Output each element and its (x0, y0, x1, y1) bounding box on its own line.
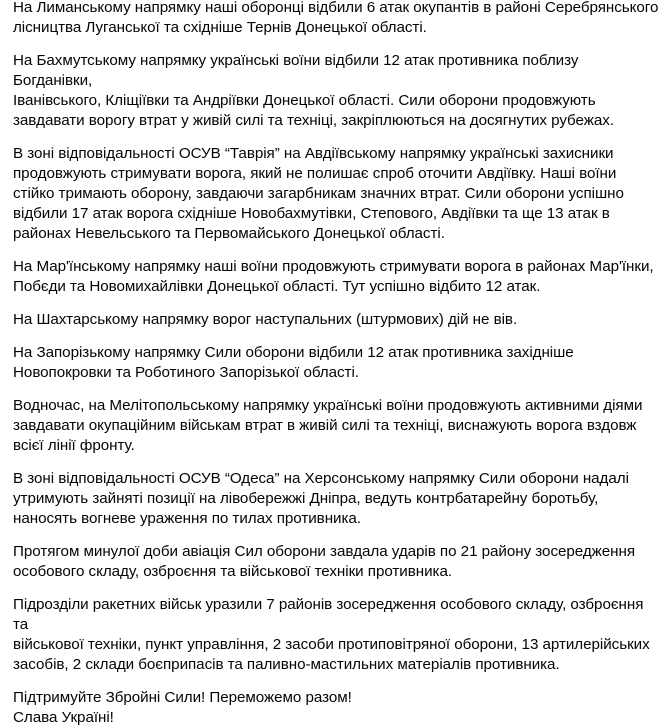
paragraph-closing: Підтримуйте Збройні Сили! Переможемо разом! Слава Україні! (13, 689, 352, 726)
paragraph-avdiivka: В зоні відповідальності ОСУВ “Таврія” на Авдіївському напрямку українські захисники продовжують стримувати ворога, який не полишає спроб оточити Авдіївку. Наші воїни стійко тримають оборону, завдаючи загарбникам значних втрат. Сили оборони успішно відбили 17 атак ворога східніше Новобахмутівки, Степового, Авдіївки та ще 13 атак в районах Невельського та Первомайського Донецької області. (13, 145, 624, 242)
paragraph-missile-troops: Підрозділи ракетних військ уразили 7 районів зосередження особового складу, озброєння та військової техніки, пункт управління, 2 засоби протиповітряної оборони, 13 артилерійських засобів, 2 склади боєприпасів та паливно-мастильних матеріалів противника. (13, 596, 650, 673)
paragraph-lyman: На Лиманському напрямку наші оборонці відбили 6 атак окупантів в районі Серебрянського лісництва Луганської та східніше Тернів Донецької області. (13, 0, 659, 36)
paragraph-melitopol: Водночас, на Мелітопольському напрямку українські воїни продовжують активними діями завдавати окупаційним військам втрат в живій силі та техніці, виснажують ворога вздовж всієї лінії фронту. (13, 397, 643, 454)
paragraph-zaporizhzhia: На Запорізькому напрямку Сили оборони відбили 12 атак противника західніше Новопокровки та Роботиного Запорізької області. (13, 344, 574, 381)
paragraph-shakhtarske: На Шахтарському напрямку ворог наступальних (штурмових) дій не вів. (13, 311, 518, 328)
paragraph-bakhmut: На Бахмутському напрямку українські воїни відбили 12 атак противника поблизу Богданівки, Іванівського, Кліщіївки та Андріївки Донецької області. Сили оборони продовжують завдавати ворогу втрат у живій силі та техніці, закріплюються на досягнутих рубежах. (13, 52, 614, 129)
paragraph-kherson: В зоні відповідальності ОСУВ “Одеса” на Херсонському напрямку Сили оборони надалі утримують зайняті позиції на лівобережжі Дніпра, ведуть контрбатарейну боротьбу, наносять вогневе ураження по тилах противника. (13, 470, 629, 527)
paragraph-aviation: Протягом минулої доби авіація Сил оборони завдала ударів по 21 району зосередження особового складу, озброєння та військової техніки противника. (13, 543, 636, 580)
paragraph-marinka: На Мар'їнському напрямку наші воїни продовжують стримувати ворога в районах Мар'їнки, Побєди та Новомихайлівки Донецької області. Тут успішно відбито 12 атак. (13, 258, 654, 295)
